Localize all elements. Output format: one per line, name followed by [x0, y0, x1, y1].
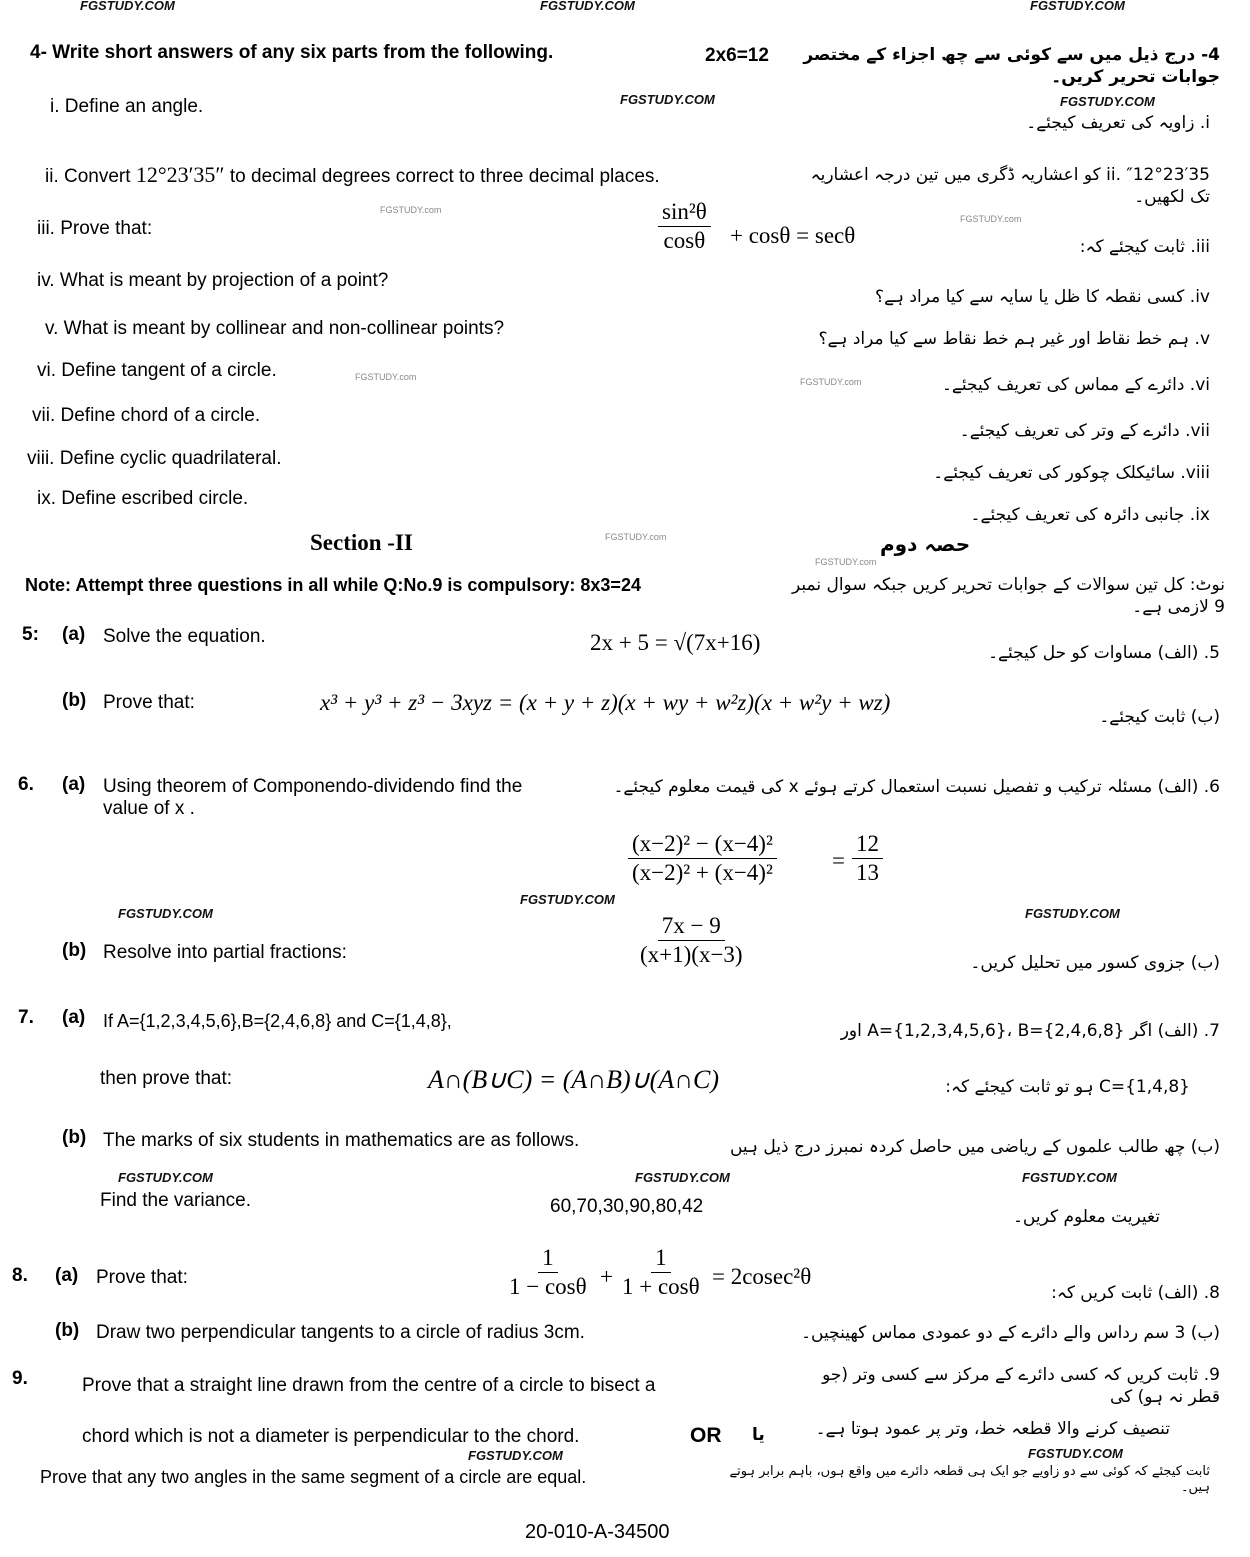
q6a-equals: =: [832, 848, 845, 873]
q4-part-v-urdu: v. ہم خط نقاط اور غیر ہم خط نقاط سے کیا مراد ہے؟: [818, 329, 1210, 349]
section-note: Note: Attempt three questions in all while Q:No.9 is compulsory: 8x3=24: [25, 575, 641, 595]
q5b-label: (b): [62, 690, 87, 711]
q7a-text: If A={1,2,3,4,5,6},B={2,4,6,8} and C={1,4,8},: [103, 1011, 452, 1031]
q4-part-ix-urdu: ix. جانبی دائرہ کی تعریف کیجئے۔: [970, 505, 1210, 525]
q7a-label: (a): [62, 1007, 86, 1028]
q6b-fraction: $\frac{7x - 9}{(x+1)(x-3)}$: [640, 913, 743, 967]
q7a-urdu2: C={1,4,8} ہو تو ثابت کیجئے کہ:: [945, 1077, 1190, 1097]
q5a-equation: 2x + 5 = √(7x+16): [590, 630, 761, 655]
q7b-label: (b): [62, 1127, 87, 1148]
q8a-fraction-2: $\frac{1}{1 + \cos\theta}$: [622, 1245, 700, 1299]
q6a-text: Using theorem of Componendo-dividendo find the value of x .: [103, 776, 523, 819]
watermark: FGSTUDY.com: [355, 372, 417, 382]
q8-number: 8.: [12, 1265, 28, 1286]
q6a-fraction-lhs: $\frac{\text{(x−2)² − (x−4)²}}{\text{(x−2)² + (x−4)²}}$: [628, 830, 777, 887]
q4-part-iv-urdu: iv. کسی نقطہ کا ظل یا سایہ سے کیا مراد ہے؟: [875, 287, 1210, 307]
watermark: FGSTUDY.COM: [1060, 94, 1155, 109]
q5a-text: Solve the equation.: [103, 626, 266, 647]
q4-heading: 4- Write short answers of any six parts from the following.: [30, 42, 554, 63]
q4-part-vii-urdu: vii. دائرے کے وتر کی تعریف کیجئے۔: [959, 421, 1210, 441]
q6b-text: Resolve into partial fractions:: [103, 942, 347, 963]
watermark: FGSTUDY.com: [605, 532, 667, 542]
q4-part-viii-urdu: viii. سائیکلک چوکور کی تعریف کیجئے۔: [933, 463, 1210, 483]
watermark: FGSTUDY.COM: [1025, 906, 1120, 921]
q6b-label: (b): [62, 940, 87, 961]
q8b-text: Draw two perpendicular tangents to a circle of radius 3cm.: [96, 1322, 585, 1343]
watermark: FGSTUDY.com: [960, 214, 1022, 224]
watermark: FGSTUDY.COM: [520, 892, 615, 907]
q7-number: 7.: [18, 1007, 34, 1028]
section-note-urdu: نوٹ: کل تین سوالات کے جوابات تحریر کریں جبکہ سوال نمبر 9 لازمی ہے۔: [792, 575, 1225, 617]
q7b-urdu: (ب) چھ طالب علموں کے ریاضی میں حاصل کردہ نمبرز درج ذیل ہیں: [729, 1137, 1220, 1157]
q9-urdu1: 9. ثابت کریں کہ کسی دائرے کے مرکز سے کسی وتر (جو قطر نہ ہو) کی: [822, 1365, 1220, 1407]
q8a-urdu: 8. (الف) ثابت کریں کہ:: [1051, 1283, 1220, 1303]
q4-iii-rest: + cosθ = secθ: [730, 223, 856, 248]
q6a-urdu: 6. (الف) مسئلہ ترکیب و تفصیل نسبت استعمال کرتے ہوئے x کی قیمت معلوم کیجئے۔: [613, 777, 1220, 797]
q5b-urdu: (ب) ثابت کیجئے۔: [1099, 707, 1220, 727]
watermark: FGSTUDY.com: [800, 377, 862, 387]
q6-number: 6.: [18, 774, 34, 795]
watermark: FGSTUDY.COM: [118, 906, 213, 921]
q4-marks: 2x6=12: [705, 45, 769, 66]
q4-part-iii-urdu: iii. ثابت کیجئے کہ:: [1079, 237, 1210, 257]
q4-iii-fraction: $\frac{\text{sin²θ}}{\cos\theta}$: [658, 198, 711, 255]
watermark: FGSTUDY.COM: [635, 1170, 730, 1185]
q6b-urdu: (ب) جزوی کسور میں تحلیل کریں۔: [970, 953, 1220, 973]
watermark: FGSTUDY.COM: [118, 1170, 213, 1185]
watermark: FGSTUDY.COM: [1028, 1446, 1123, 1461]
q8a-fraction-1: $\frac{1}{1 - \cos\theta}$: [509, 1245, 587, 1299]
q9-line2: chord which is not a diameter is perpendicular to the chord.: [82, 1426, 580, 1447]
watermark: FGSTUDY.COM: [468, 1448, 563, 1463]
q5a-urdu: 5. (الف) مساوات کو حل کیجئے۔: [988, 643, 1220, 663]
q7a-text2: then prove that:: [100, 1068, 233, 1089]
q7b-text2: Find the variance.: [100, 1190, 252, 1211]
watermark: FGSTUDY.com: [380, 205, 442, 215]
q4-part-vii: vii. Define chord of a circle.: [32, 405, 261, 426]
q8a-text: Prove that:: [96, 1267, 188, 1288]
q4-part-i-urdu: i. زاویہ کی تعریف کیجئے۔: [1026, 113, 1210, 133]
q8a-rhs: = 2cosec²θ: [712, 1264, 812, 1289]
section-title-urdu: حصہ دوم: [880, 532, 971, 556]
q4-part-vi: vi. Define tangent of a circle.: [37, 360, 277, 381]
paper-code: 20-010-A-34500: [525, 1521, 670, 1543]
q7b-urdu2: تغیریت معلوم کریں۔: [1012, 1207, 1160, 1227]
q5b-equation: x³ + y³ + z³ − 3xyz = (x + y + z)(x + wy + w²z)(x + w²y + wz): [320, 690, 891, 715]
q5a-label: (a): [62, 624, 86, 645]
q7b-data: 60,70,30,90,80,42: [550, 1196, 704, 1217]
q5b-text: Prove that:: [103, 692, 195, 713]
watermark: FGSTUDY.COM: [620, 92, 715, 107]
q7a-urdu: 7. (الف) اگر A={1,2,3,4,5,6}، B={2,4,6,8} اور: [840, 1021, 1220, 1041]
q4-part-ix: ix. Define escribed circle.: [37, 488, 249, 509]
q6a-label: (a): [62, 774, 86, 795]
q9-urdu2: تنصیف کرنے والا قطعہ خط، وتر پر عمود ہوتا ہے۔: [815, 1419, 1170, 1439]
q4-part-v: v. What is meant by collinear and non-collinear points?: [45, 318, 505, 339]
q4-part-iv: iv. What is meant by projection of a point?: [37, 270, 389, 291]
q6a-fraction-rhs: $\frac{12}{13}$: [852, 830, 883, 887]
q9-line1: Prove that a straight line drawn from the centre of a circle to bisect a: [82, 1375, 656, 1396]
q9-line3: Prove that any two angles in the same segment of a circle are equal.: [40, 1467, 587, 1487]
watermark: FGSTUDY.com: [815, 557, 877, 567]
q4-part-i: i. Define an angle.: [50, 96, 204, 117]
q4-part-viii: viii. Define cyclic quadrilateral.: [27, 448, 282, 469]
watermark: FGSTUDY.COM: [540, 0, 635, 13]
q7a-equation: A∩(B∪C) = (A∩B)∪(A∩C): [428, 1065, 719, 1094]
section-title: Section -II: [310, 530, 413, 555]
q8a-plus: +: [600, 1264, 613, 1289]
q5-number: 5:: [22, 624, 39, 645]
q9-urdu3: ثابت کیجئے کہ کوئی سے دو زاویے جو ایک ہی قطعہ دائرے میں واقع ہوں، باہم برابر ہوتے ہیں۔: [729, 1464, 1210, 1495]
q9-number: 9.: [12, 1368, 28, 1389]
q7b-text: The marks of six students in mathematics are as follows.: [103, 1130, 580, 1151]
q8a-label: (a): [55, 1265, 79, 1286]
q4-part-ii: ii. Convert 12°23′35″ to decimal degrees correct to three decimal places.: [45, 162, 660, 187]
q4-part-iii: iii. Prove that:: [37, 218, 153, 239]
watermark: FGSTUDY.COM: [80, 0, 175, 13]
q8b-label: (b): [55, 1320, 80, 1341]
watermark: FGSTUDY.COM: [1030, 0, 1125, 13]
q4-heading-urdu: 4- درج ذیل میں سے کوئی سے چھ اجزاء کے مختصر جوابات تحریر کریں۔: [803, 45, 1220, 87]
q4-part-ii-urdu: ii. ″12°23′35 کو اعشاریہ ڈگری میں تین درجہ اعشاریہ تک لکھیں۔: [810, 165, 1210, 207]
q9-or-urdu: یا: [752, 1425, 765, 1445]
watermark: FGSTUDY.COM: [1022, 1170, 1117, 1185]
q9-or: OR: [690, 1424, 722, 1447]
q8b-urdu: (ب) 3 سم رداس والے دائرے کے دو عمودی مماس کھینچیں۔: [801, 1323, 1220, 1343]
q4-part-vi-urdu: vi. دائرے کے مماس کی تعریف کیجئے۔: [941, 375, 1210, 395]
